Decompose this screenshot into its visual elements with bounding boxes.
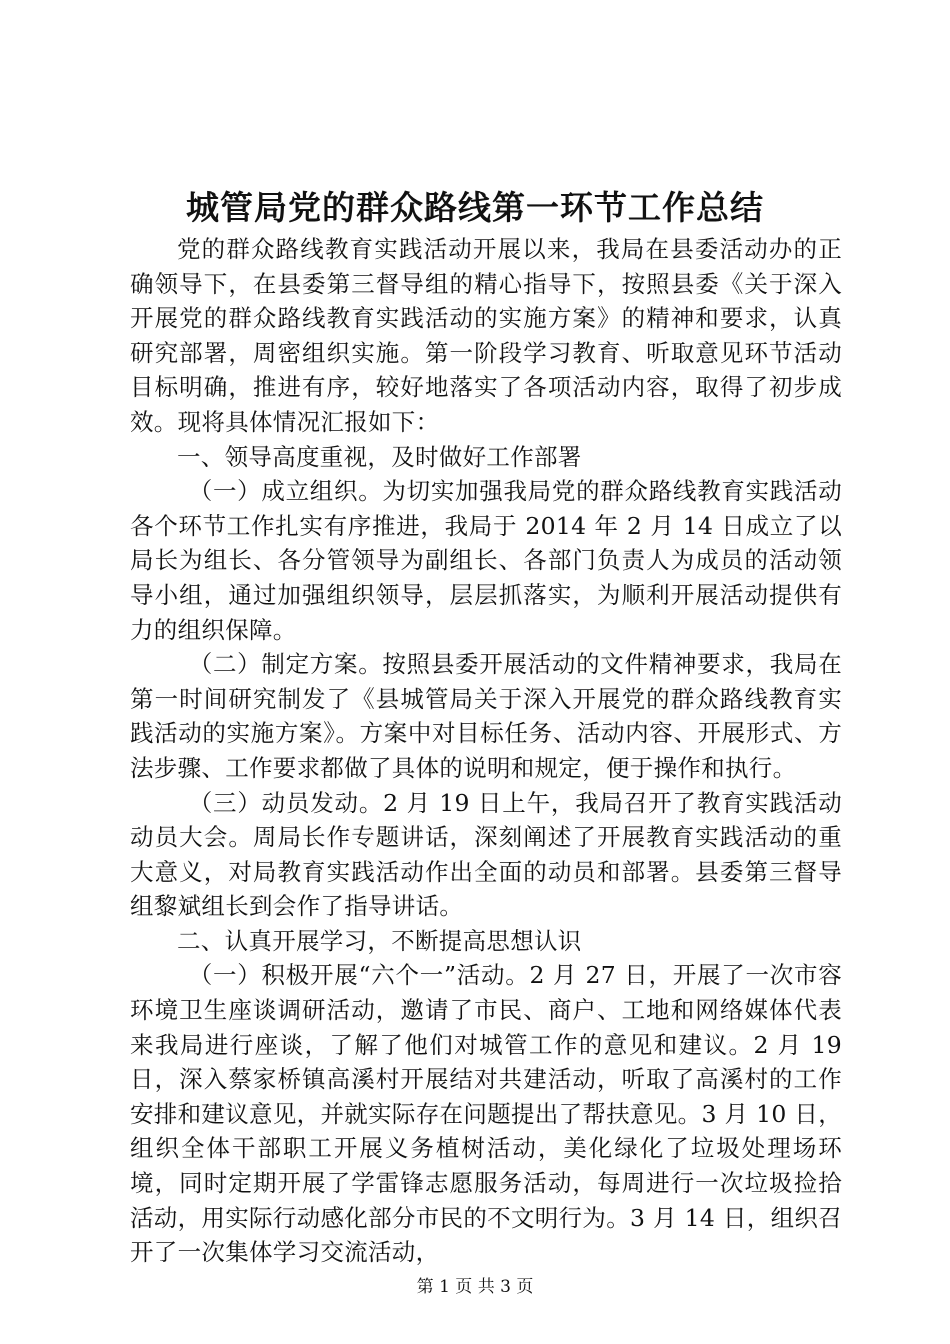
page-footer: 第 1 页 共 3 页 — [416, 1277, 534, 1297]
paragraph-six-ones-activity: （一）积极开展“六个一”活动。2 月 27 日，开展了一次市容环境卫生座谈调研活动，邀请了市民、商户、工地和网络媒体代表来我局进行座谈，了解了他们对城管工作的意见和建议。2 月 19 日，深入蔡家桥镇高溪村开展结对共建活动，听取了高溪村的工作安排和建议意见，并就实际存在问题提出了帮扶意见。3 月 10 日，组织全体干部职工开展义务植树活动，美化绿化了垃圾处理场环境，同时定期开展了学雷锋志愿服务活动，每周进行一次垃圾捡拾活动，用实际行动感化部分市民的不文明行为。3 月 14 日，组织召开了一次集体学习交流活动， — [130, 961, 842, 1267]
document-body — [130, 232, 842, 1270]
paragraph-formulate-plan: （二）制定方案。按照县委开展活动的文件精神要求，我局在第一时间研究制发了《县城管局关于深入开展党的群众路线教育实践活动的实施方案》。方案中对目标任务、活动内容、开展形式、方法步骤、工作要求都做了具体的说明和规定，便于操作和执行。 — [130, 650, 842, 782]
section-heading-1: 一、领导高度重视，及时做好工作部署 — [177, 442, 582, 471]
intro-paragraph: 党的群众路线教育实践活动开展以来，我局在县委活动办的正确领导下，在县委第三督导组的精心指导下，按照县委《关于深入开展党的群众路线教育实践活动的实施方案》的精神和要求，认真研究部署，周密组织实施。第一阶段学习教育、听取意见环节活动目标明确，推进有序，较好地落实了各项活动内容，取得了初步成效。现将具体情况汇报如下： — [130, 235, 842, 436]
section-heading-2: 二、认真开展学习，不断提高思想认识 — [177, 926, 582, 955]
paragraph-establish-organization: （一）成立组织。为切实加强我局党的群众路线教育实践活动各个环节工作扎实有序推进，我局于 2014 年 2 月 14 日成立了以局长为组长、各分管领导为副组长、各部门负责人为成员的活动领导小组，通过加强组织领导，层层抓落实，为顺利开展活动提供有力的组织保障。 — [130, 477, 842, 644]
document-title: 城管局党的群众路线第一环节工作总结 — [186, 188, 764, 227]
paragraph-mobilization: （三）动员发动。2 月 19 日上午，我局召开了教育实践活动动员大会。周局长作专题讲话，深刻阐述了开展教育实践活动的重大意义，对局教育实践活动作出全面的动员和部署。县委第三督导组黎斌组长到会作了指导讲话。 — [130, 788, 842, 921]
